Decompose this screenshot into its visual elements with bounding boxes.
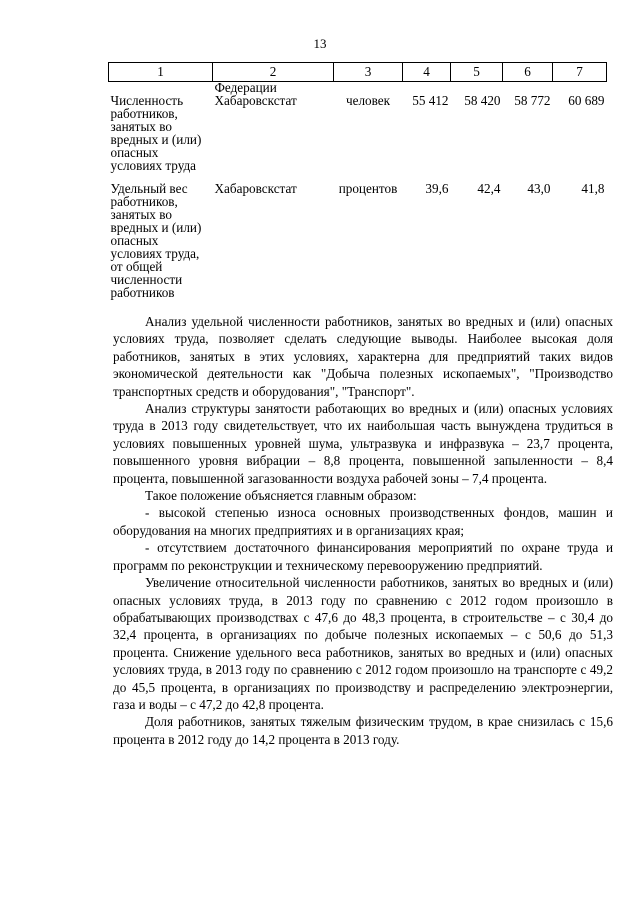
table-row (109, 94, 607, 172)
value-cell: 60 689 (568, 93, 605, 108)
table-row (109, 182, 607, 299)
unit-cell: процентов (338, 181, 398, 196)
indicator-cell: Численность работников, занятых во вредных и (или) опасных условиях труда (110, 93, 202, 173)
page-number: 13 (313, 36, 327, 51)
value-cell: 58 772 (514, 93, 551, 108)
table-header-row (109, 63, 607, 82)
table-header-cell: 7 (553, 63, 607, 82)
value-cell: 43,0 (527, 181, 551, 196)
value-cell: 55 412 (412, 93, 449, 108)
unit-cell: человек (345, 93, 391, 108)
paragraph: Анализ структуры занятости работающих во вредных и (или) опасных условиях труда в 2013 году свидетельствует, что их наибольшая часть вынуждена трудиться в условиях повышенных уровней шума, ультразвука и инфразвука – 23,7 процента, повышенного уровня вибрации – 8,8 процента, повышенной запыленности – 8,4 процента, повышенной загазованности воздуха рабочей зоны – 7,4 процента. (113, 401, 613, 486)
paragraph: Доля работников, занятых тяжелым физическим трудом, в крае снизилась с 15,6 процента в 2012 году до 14,2 процента в 2013 году. (113, 714, 613, 747)
value-cell: 58 420 (464, 93, 501, 108)
paragraph: Такое положение объясняется главным образом: (145, 488, 417, 504)
carry-over-text: Федерации (214, 80, 277, 95)
paragraph: Увеличение относительной численности работников, занятых во вредных и (или) опасных условиях труда, в 2013 году по сравнению с 2012 годом произошло в обрабатывающих производствах с 47,6 до 48,3 процента, в строительстве – с 30,4 до 32,4 процента, в организациях по добыче полезных ископаемых – с 50,6 до 51,3 процента. Снижение удельного веса работников, занятых во вредных и (или) опасных условиях труда, в 2013 году по сравнению с 2012 годом произошло на транспорте с 49,2 до 45,5 процента, в организациях по производству и распределению электроэнергии, газа и воды – с 47,2 до 42,8 процента. (113, 575, 613, 712)
table-header-cell: 2 (213, 63, 334, 82)
table-header-cell: 5 (451, 63, 503, 82)
value-cell: 39,6 (425, 181, 449, 196)
paragraph: Анализ удельной численности работников, занятых во вредных и (или) опасных условиях труда, позволяет сделать следующие выводы. Наиболее высокая доля работников, занятых в этих условиях, характерна для предприятий таких видов экономической деятельности как "Добыча полезных ископаемых", "Производство транспортных средств и оборудования", "Транспорт". (113, 314, 613, 399)
source-cell: Хабаровскстат (214, 181, 297, 196)
indicator-cell: Удельный вес работников, занятых во вредных и (или) опасных условиях труда, от общей численности работников (110, 181, 202, 300)
list-item: - отсутствием достаточного финансирования мероприятий по охране труда и программ по реконструкции и техническому перевооружению предприятий. (113, 540, 613, 573)
table-header-cell: 4 (403, 63, 451, 82)
table-header-cell: 1 (109, 63, 213, 82)
value-cell: 41,8 (581, 181, 605, 196)
list-item: - высокой степенью износа основных производственных фондов, машин и оборудования на многих предприятиях и в организациях края; (113, 505, 613, 538)
source-cell: Хабаровскстат (214, 93, 297, 108)
table-header-cell: 3 (334, 63, 403, 82)
body-text (113, 313, 613, 748)
indicator-table (108, 62, 607, 299)
table-header-cell: 6 (503, 63, 553, 82)
value-cell: 42,4 (477, 181, 501, 196)
